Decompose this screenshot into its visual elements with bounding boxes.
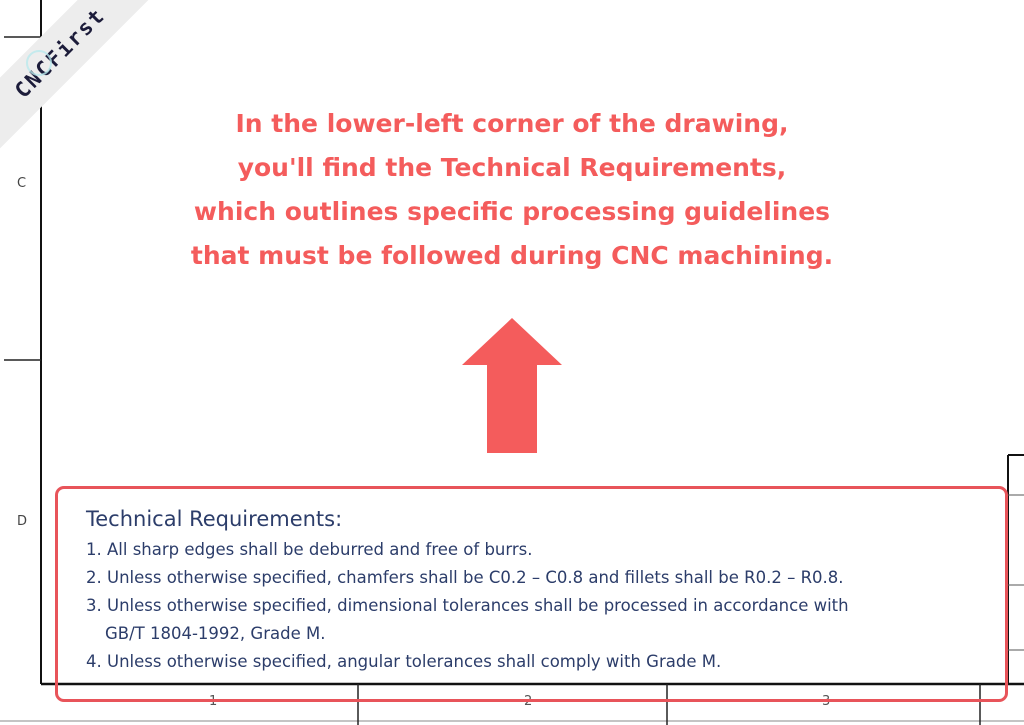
technical-requirements-title: Technical Requirements: — [86, 507, 343, 531]
zone-number-2: 2 — [524, 694, 533, 709]
requirement-item: 2. Unless otherwise specified, chamfers shall be C0.2 – C0.8 and fillets shall be R0.2 – R0.8. — [86, 568, 844, 587]
circle-logo-icon — [26, 50, 52, 76]
headline-line: which outlines specific processing guidelines — [193, 197, 831, 226]
headline-line: In the lower-left corner of the drawing, — [235, 109, 789, 138]
requirement-item: 4. Unless otherwise specified, angular tolerances shall comply with Grade M. — [86, 652, 722, 671]
zone-number-3: 3 — [822, 694, 831, 709]
requirement-item: 1. All sharp edges shall be deburred and free of burrs. — [86, 540, 533, 559]
watermark-text: CNCFirst — [10, 3, 110, 103]
zone-number-1: 1 — [209, 694, 218, 709]
requirement-item-continued: GB/T 1804-1992, Grade M. — [105, 624, 326, 643]
headline — [140, 102, 884, 278]
up-arrow-icon — [462, 318, 562, 453]
headline-line: you'll find the Technical Requirements, — [237, 153, 787, 182]
zone-letter-d: D — [17, 514, 28, 529]
requirement-item: 3. Unless otherwise specified, dimensional tolerances shall be processed in accordance with — [86, 596, 849, 615]
zone-letter-c: C — [17, 176, 27, 191]
headline-line: that must be followed during CNC machining. — [190, 241, 834, 270]
